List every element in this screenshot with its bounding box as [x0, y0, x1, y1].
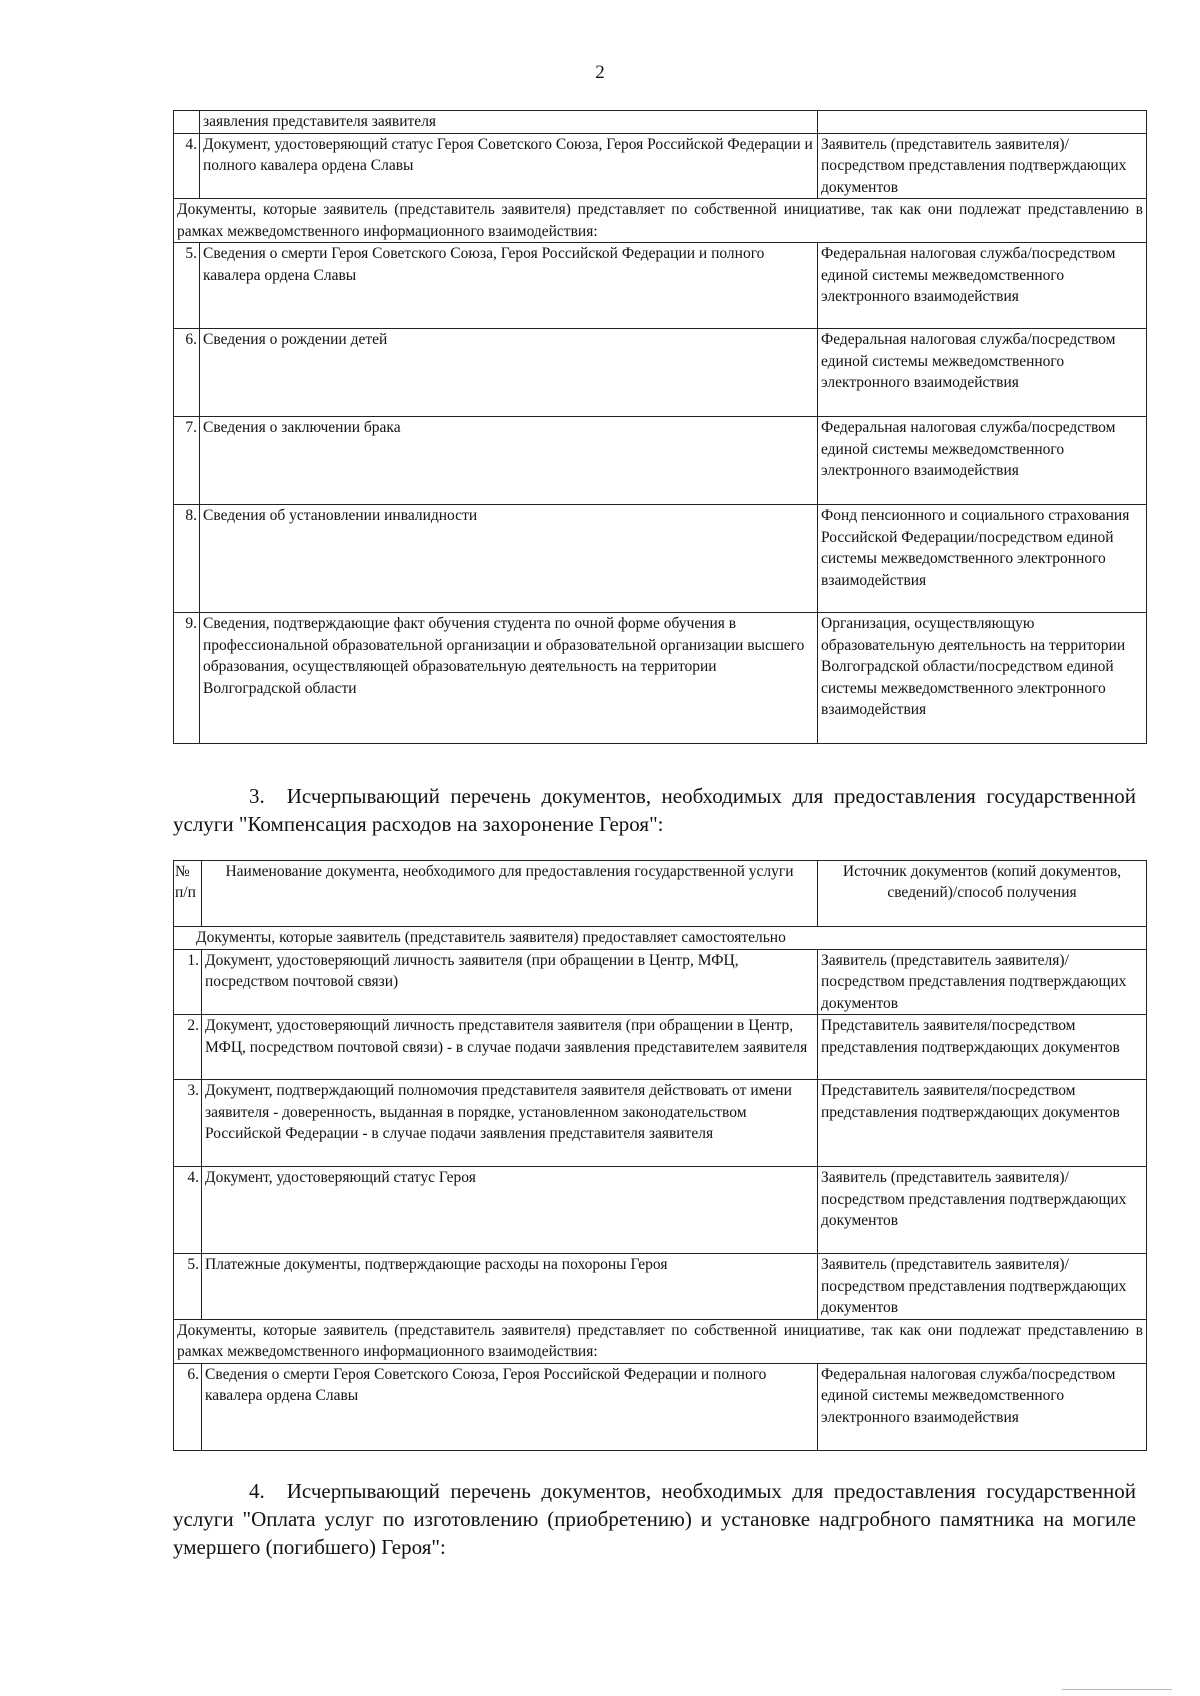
row-number: 1. [174, 949, 202, 1015]
document-name: Сведения о рождении детей [200, 329, 818, 417]
table-row [174, 133, 1147, 199]
table-row [174, 505, 1147, 613]
footer-divider [1062, 1689, 1172, 1690]
header-number: № п/п [174, 861, 202, 927]
table-row [174, 1167, 1147, 1254]
paragraph-4 [173, 1477, 1136, 1561]
section-heading-row [174, 199, 1147, 243]
document-source: Заявитель (представитель заявителя)/посредством представления подтверждающих документов [818, 1254, 1147, 1320]
table-row [174, 1015, 1147, 1080]
document-name: Сведения об установлении инвалидности [200, 505, 818, 613]
paragraph-text: Исчерпывающий перечень документов, необходимых для предоставления государственной услуги "Компенсация расходов на захоронение Героя": [173, 784, 1136, 836]
table-row [174, 613, 1147, 744]
document-source: Фонд пенсионного и социального страхования Российской Федерации/посредством единой системы межведомственного электронного взаимодействия [818, 505, 1147, 613]
document-source [818, 111, 1147, 134]
document-source: Заявитель (представитель заявителя)/посредством представления подтверждающих документов [818, 1167, 1147, 1254]
document-name: Документ, подтверждающий полномочия представителя заявителя действовать от имени заявителя - доверенность, выданная в порядке, установленном законодательством Российской Федерации - в случае подачи заявления представителя заявителя [202, 1080, 818, 1167]
page-number: 2 [595, 62, 605, 83]
table-row [174, 1080, 1147, 1167]
documents-table-burial-compensation [173, 860, 1147, 1451]
document-name: Сведения о заключении брака [200, 417, 818, 505]
row-number: 2. [174, 1015, 202, 1080]
section-heading: Документы, которые заявитель (представитель заявителя) представляет по собственной инициативе, так как они подлежат представлению в рамках межведомственного информационного взаимодействия: [174, 199, 1147, 243]
row-number: 6. [174, 329, 200, 417]
row-number [174, 111, 200, 134]
document-source: Федеральная налоговая служба/посредством единой системы межведомственного электронного взаимодействия [818, 1363, 1147, 1450]
row-number: 6. [174, 1363, 202, 1450]
row-number: 5. [174, 1254, 202, 1320]
section-heading: Документы, которые заявитель (представитель заявителя) представляет по собственной инициативе, так как они подлежат представлению в рамках межведомственного информационного взаимодействия: [174, 1319, 1147, 1363]
row-number: 9. [174, 613, 200, 744]
document-source: Организация, осуществляющую образовательную деятельность на территории Волгоградской области/посредством единой системы межведомственного электронного взаимодействия [818, 613, 1147, 744]
document-source: Федеральная налоговая служба/посредством единой системы межведомственного электронного взаимодействия [818, 243, 1147, 329]
table-row [174, 329, 1147, 417]
document-name: Сведения о смерти Героя Советского Союза, Героя Российской Федерации и полного кавалера ордена Славы [202, 1363, 818, 1450]
row-number: 4. [174, 1167, 202, 1254]
header-document-name: Наименование документа, необходимого для предоставления государственной услуги [202, 861, 818, 927]
paragraph-3 [173, 782, 1136, 838]
table-header-row [174, 861, 1147, 927]
paragraph-number: 4. [249, 1479, 265, 1503]
document-name: Документ, удостоверяющий статус Героя Советского Союза, Героя Российской Федерации и полного кавалера ордена Славы [200, 133, 818, 199]
table-row [174, 243, 1147, 329]
document-name: Сведения, подтверждающие факт обучения студента по очной форме обучения в профессиональной образовательной организации и образовательной организации высшего образования, осуществляющей образовательную деятельность на территории Волгоградской области [200, 613, 818, 744]
document-name: заявления представителя заявителя [200, 111, 818, 134]
section-heading-row [174, 927, 1147, 950]
document-source: Представитель заявителя/посредством представления подтверждающих документов [818, 1080, 1147, 1167]
paragraph-number: 3. [249, 784, 265, 808]
row-number: 5. [174, 243, 200, 329]
row-number: 8. [174, 505, 200, 613]
document-source: Федеральная налоговая служба/посредством единой системы межведомственного электронного взаимодействия [818, 329, 1147, 417]
section-heading: Документы, которые заявитель (представитель заявителя) предоставляет самостоятельно [174, 927, 1147, 950]
document-source: Представитель заявителя/посредством представления подтверждающих документов [818, 1015, 1147, 1080]
row-number: 7. [174, 417, 200, 505]
section-heading-row [174, 1319, 1147, 1363]
document-source: Заявитель (представитель заявителя)/посредством представления подтверждающих документов [818, 133, 1147, 199]
document-name: Сведения о смерти Героя Советского Союза, Героя Российской Федерации и полного кавалера ордена Славы [200, 243, 818, 329]
paragraph-text: Исчерпывающий перечень документов, необходимых для предоставления государственной услуги "Оплата услуг по изготовлению (приобретению) и установке надгробного памятника на могиле умершего (погибшего) Героя": [173, 1479, 1136, 1559]
table-row [174, 1363, 1147, 1450]
document-name: Документ, удостоверяющий личность заявителя (при обращении в Центр, МФЦ, посредством почтовой связи) [202, 949, 818, 1015]
table-row [174, 111, 1147, 134]
document-name: Платежные документы, подтверждающие расходы на похороны Героя [202, 1254, 818, 1320]
document-source: Федеральная налоговая служба/посредством единой системы межведомственного электронного взаимодействия [818, 417, 1147, 505]
table-row [174, 417, 1147, 505]
row-number: 3. [174, 1080, 202, 1167]
document-source: Заявитель (представитель заявителя)/посредством представления подтверждающих документов [818, 949, 1147, 1015]
table-row [174, 949, 1147, 1015]
documents-table-continued [173, 110, 1147, 744]
table-row [174, 1254, 1147, 1320]
header-document-source: Источник документов (копий документов, сведений)/способ получения [818, 861, 1147, 927]
document-name: Документ, удостоверяющий личность представителя заявителя (при обращении в Центр, МФЦ, посредством почтовой связи) - в случае подачи заявления представителем заявителя [202, 1015, 818, 1080]
row-number: 4. [174, 133, 200, 199]
document-name: Документ, удостоверяющий статус Героя [202, 1167, 818, 1254]
